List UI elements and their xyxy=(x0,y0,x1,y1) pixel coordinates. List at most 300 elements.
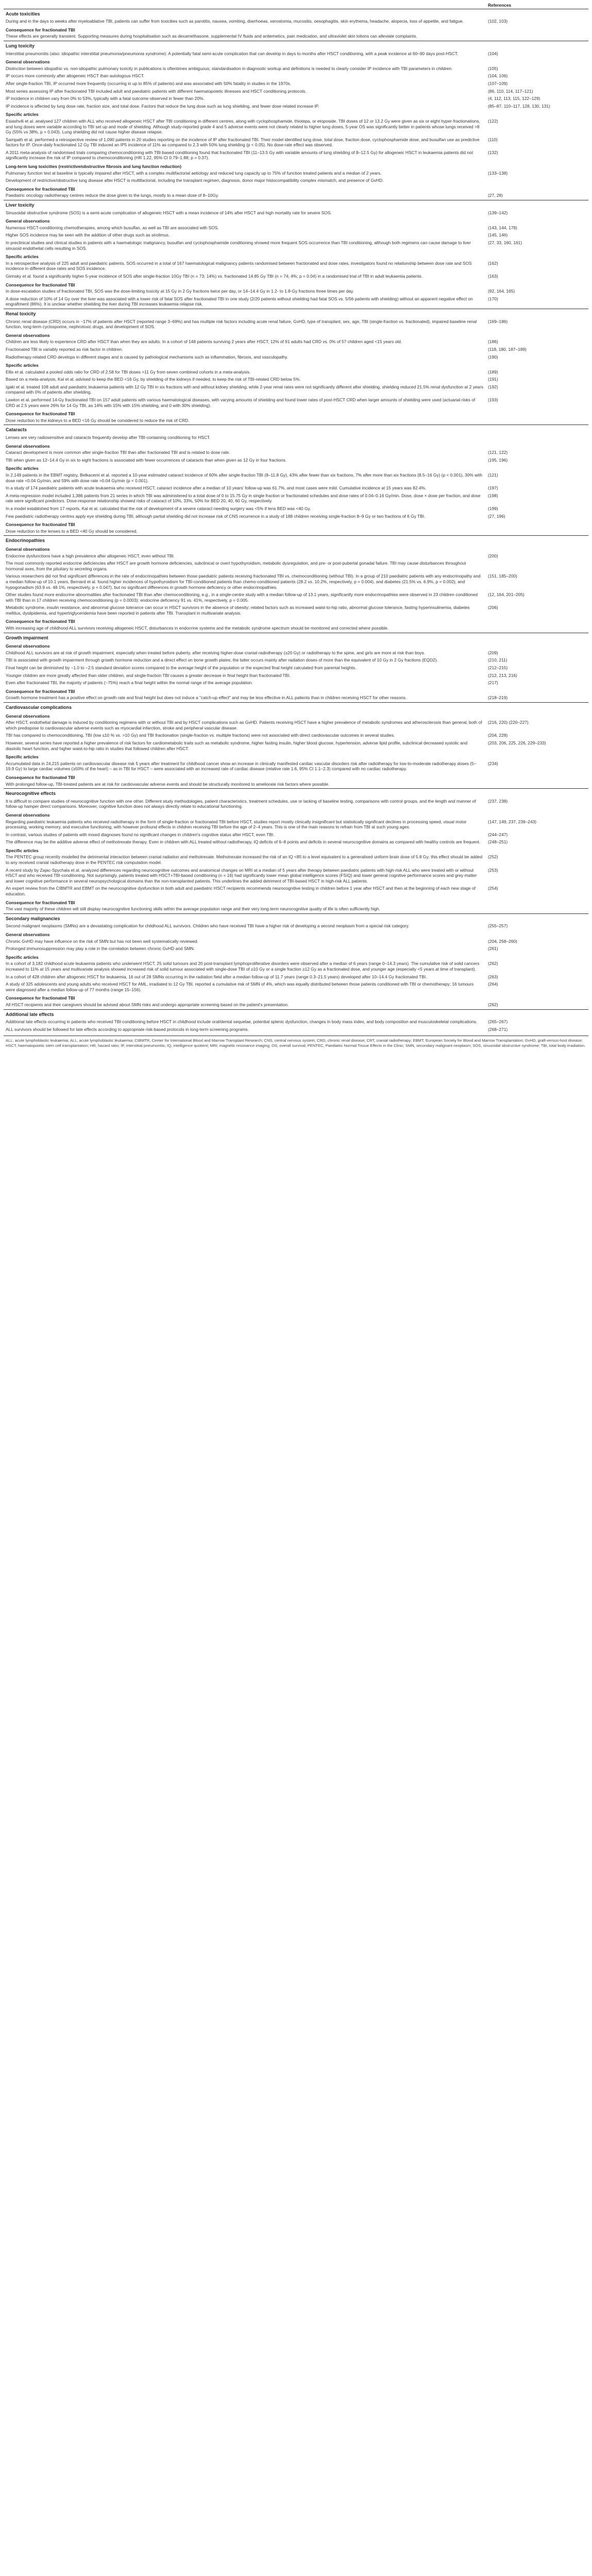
subheading-ref-cell xyxy=(486,331,588,339)
table-row xyxy=(4,260,588,273)
paragraph-text: In a study of 174 paediatric patients with acute leukaemia who received HSCT, cataract incidence after a median of 10 years' follow-up was 61.7%, and most cases were mild. Cumulative incidence at 15 years was 82.4%. xyxy=(6,485,427,491)
paragraph-text: Even after fractionated TBI, the majority of patients (~75%) reach a final height within the normal range of the average population. xyxy=(6,680,253,686)
subheading-text: General observations xyxy=(6,812,50,818)
late-effects-table xyxy=(4,2,588,1033)
subheading-text: Long-term lung toxicities (restrictive/obstructive fibrosis and lung function reduction) xyxy=(6,164,182,170)
reference-cell: (190) xyxy=(488,354,498,360)
subheading-row xyxy=(4,361,588,369)
table-row xyxy=(4,472,588,485)
paragraph-text: Additional late effects occurring in patients who received TBI-conditioning before HSCT in childhood include oral/dental sequelae, potential splenic dysfunction, changes in body mass index, and body composition and musculoskeletal complications. xyxy=(6,1019,478,1025)
section-title: Cardiovascular complications xyxy=(4,703,486,712)
table-row xyxy=(4,369,588,377)
subheading-row xyxy=(4,26,588,33)
section-title-ref-cell xyxy=(486,9,588,18)
subheading-text: General observations xyxy=(6,713,50,719)
subheading-row xyxy=(4,617,588,625)
table-row xyxy=(4,177,588,185)
table-row xyxy=(4,672,588,680)
subheading-row xyxy=(4,331,588,339)
paragraph-text: With prolonged follow-up, TBI-treated patients are at risk for cardiovascular adverse events and should be structurally monitored to ameliorate risk factors where possible. xyxy=(6,781,330,787)
table-row xyxy=(4,210,588,217)
paragraph-text: A meta-regression model included 1,386 patients from 21 series in which TBI was administered to a total dose of 0 to 15.75 Gy in single fraction or fractionated schedules and dose rates of 0.04–0.16 Gy/min. Dose, dose × dose per fraction, and dose rate were significant predictors. Dose-response relationship showed risks of cataract of 10%, 33%, 50% for BED 20, 40, 60 Gy, respectively. xyxy=(6,493,481,504)
subheading-row xyxy=(4,110,588,118)
table-row xyxy=(4,346,588,354)
reference-cell xyxy=(486,177,588,185)
table-body xyxy=(4,9,588,1033)
reference-cell: (192) xyxy=(488,384,498,389)
subheading-text: General observations xyxy=(6,932,50,937)
reference-cell: (262) xyxy=(488,961,498,967)
paragraph-text: Distinction between idiopathic vs. non-idiopathic pulmonary toxicity in publications is oftentimes ambiguous; standardisation in diagnostic workup and definitions is needed to clearly consider IP incidence with TBI parameters in children. xyxy=(6,65,453,71)
reference-cell: (203, 206, 225, 226, 229–233) xyxy=(488,740,546,745)
reference-cell: (133–138) xyxy=(488,170,508,176)
table-row xyxy=(4,854,588,867)
reference-cell: (151, 185–200) xyxy=(488,573,517,579)
paragraph-text: During and in the days to weeks after myeloablative TBI, patients can suffer from toxicities such as parotitis, nausea, vomiting, diarrhoeas, xerostomia, mucositis, oesophagitis, skin erythema, headache, alopecia, loss of appetite, and fatigue. xyxy=(6,19,464,24)
section-title: Liver toxicity xyxy=(4,200,486,210)
section-title-ref-cell xyxy=(486,309,588,318)
table-row xyxy=(4,65,588,73)
reference-cell: (248–251) xyxy=(488,839,508,845)
paragraph-text: In 2,149 patients in the EBMT registry, Belkacemi et al. reported a 10-year estimated cataract incidence of 60% after single-fraction TBI (8–11.8 Gy), 43% after fewer than six fractions, 7% after more than six fractions (8.5–16 Gy) (p < 0.001), 30% with dose rate <0.04 Gy/min, and 59% with dose rate >0.04 Gy/min (p < 0.001). xyxy=(6,472,483,483)
reference-cell xyxy=(486,906,588,913)
section-heading-row xyxy=(4,913,588,923)
section-heading-row xyxy=(4,425,588,434)
subheading-text: Specific articles xyxy=(6,466,39,471)
subheading-text: Consequence for fractionated TBI xyxy=(6,774,75,780)
reference-cell: (212–215) xyxy=(488,665,508,671)
reference-cell: (234) xyxy=(488,760,498,766)
table-row xyxy=(4,376,588,384)
table-row xyxy=(4,80,588,88)
table-row xyxy=(4,981,588,994)
subheading-ref-cell xyxy=(486,930,588,938)
reference-cell: (261) xyxy=(488,946,498,952)
header-references: References xyxy=(488,3,512,8)
table-row xyxy=(4,657,588,665)
table-header-row xyxy=(4,2,588,9)
paragraph-text: Final height can be diminished by −1.0 to −2.5 standard deviation scores compared to the average height of the population or the expected final height calculated from parental heights. xyxy=(6,665,357,671)
reference-cell: (255–257) xyxy=(488,923,508,929)
table-row xyxy=(4,960,588,973)
paragraph-text: Chronic renal disease (CRD) occurs in ~17% of patients after HSCT (reported range 3–69%) and has multiple risk factors including acute renal failure, GvHD, type of transplant, sex, age, TBI (single-fraction vs. fractionated), impaired baseline renal function, long-term cyclosporine, nephrotoxic drugs, and development of SOS. xyxy=(6,318,477,330)
subheading-text: General observations xyxy=(6,643,50,649)
table-row xyxy=(4,867,588,886)
paragraph-text: Radiotherapy-related CRD develops in different stages and is caused by pathological mechanisms such as inflammation, fibrosis, and vasculopathy. xyxy=(6,354,289,360)
paragraph-text: Childhood ALL survivors are at risk of growth impairment, especially when treated before puberty, after receiving higher-dose cranial radiotherapy (≥20 Gy) or radiotherapy to the spine, and girls are more at risk than boys. xyxy=(6,650,426,655)
section-heading-row xyxy=(4,703,588,712)
table-row xyxy=(4,296,588,309)
reference-cell: (206) xyxy=(488,605,498,611)
subheading-ref-cell xyxy=(486,281,588,289)
section-title: Growth impairment xyxy=(4,633,486,642)
reference-cell: (132) xyxy=(488,149,498,155)
paragraph-text: It is difficult to compare studies of neurocognitive function with one other. Different study methodologies, patient characteristics, treatment schedules, use or lacking of baseline testing, comparisons with control groups, and the length and manner of follow-up hamper direct comparisons. Moreover, cognitive function does not always directly relate to educational functioning. xyxy=(6,798,476,809)
table-row xyxy=(4,945,588,953)
paragraph-text: However, several series have reported a higher prevalence of risk factors for cardiometabolic traits such as metabolic syndrome, higher fasting insulin, higher blood glucose, hypertension, adverse lipid profile, subclinical decreased systolic and diastolic heart function, and higher waist-to-hip ratio in studies that followed children after HSCT. xyxy=(6,740,468,751)
section-title-ref-cell xyxy=(486,633,588,642)
reference-cell: (104) xyxy=(488,50,498,56)
paragraph-text: Endocrine dysfunctions have a high prevalence after allogeneic HSCT, even without TBI. xyxy=(6,553,175,558)
section-title: Additional late effects xyxy=(4,1009,486,1019)
table-row xyxy=(4,397,588,410)
table-row xyxy=(4,719,588,732)
subheading-text: Specific articles xyxy=(6,848,39,853)
table-row xyxy=(4,680,588,687)
subheading-row xyxy=(4,994,588,1002)
subheading-row xyxy=(4,162,588,170)
reference-cell xyxy=(486,33,588,41)
subheading-text: General observations xyxy=(6,59,50,65)
subheading-text: Specific articles xyxy=(6,112,39,117)
reference-cell: (237, 238) xyxy=(488,798,508,804)
table-row xyxy=(4,18,588,26)
reference-cell xyxy=(486,560,588,573)
subheading-text: Consequence for fractionated TBI xyxy=(6,619,75,624)
table-row xyxy=(4,1026,588,1034)
table-row xyxy=(4,493,588,505)
table-row xyxy=(4,885,588,898)
paragraph-text: The most commonly reported endocrine deficiencies after HSCT are growth hormone deficiencies, subclinical or overt hypothyroidism, metabolic dysregulation, and pre- or post-pubertal gonadal failure. TBI may cause disturbances throughout hormonal axes, from the pituitary to secreting organs. xyxy=(6,561,466,571)
reference-cell: (197) xyxy=(488,485,498,491)
reference-cell: (200) xyxy=(488,553,498,558)
subheading-row xyxy=(4,753,588,760)
subheading-row xyxy=(4,773,588,781)
table-row xyxy=(4,50,588,58)
reference-cell: (186) xyxy=(488,339,498,345)
table-row xyxy=(4,760,588,773)
paragraph-text: Second malignant neoplasms (SMNs) are a devastating complication for childhood ALL survivors. Children who have received TBI have a higher risk of developing a second neoplasm from a special risk category. xyxy=(6,923,410,929)
paragraph-text: All HSCT recipients and their caregivers should be advised about SMN risks and undergo appropriate screening based on the patient's presentation. xyxy=(6,1002,289,1007)
section-heading-row xyxy=(4,41,588,50)
paragraph-text: Regarding paediatric leukaemia patients who received radiotherapy in the form of single-fraction or fractionated TBI before HSCT, studies report mostly clinically insignificant but statistically significant declines in processing speed, visual motor processing, working memory, and executive functioning, with however profound effects in children receiving TBI before the age of 2–4 years. This is one of the main reasons to refrain from TBI at such young ages. xyxy=(6,819,467,830)
section-heading-row xyxy=(4,633,588,642)
paragraph-text: Children are less likely to experience CRD after HSCT than when they are adults. In a cohort of 148 patients surviving 2 years after HSCT, 12% of 91 adults had CRD vs. 0% of 57 children aged <15 years old. xyxy=(6,339,402,345)
section-title: Neurocognitive effects xyxy=(4,789,486,798)
paragraph-text: A study of 325 adolescents and young adults who received HSCT for AML, irradiated to 12 Gy TBI, reported a cumulative risk of SMN of 4%, which was equally distributed between those patients conditioned with TBI or chemotherapy; 16 tumours were diagnosed after a median follow-up of 77 months (range 15–156). xyxy=(6,981,474,992)
subheading-text: Consequence for fractionated TBI xyxy=(6,411,75,417)
paragraph-text: IP incidence in children vary from 0% to 53%, typically with a fatal outcome observed in fewer than 20%. xyxy=(6,96,205,101)
subheading-ref-cell xyxy=(486,753,588,760)
section-title-ref-cell xyxy=(486,200,588,210)
table-row xyxy=(4,923,588,930)
paragraph-text: TBI when given as 12–14.4 Gy in six to eight fractions is associated with fewer occurrences of cataracts than when given as 12 Gy in four fractions. xyxy=(6,457,287,463)
reference-cell: (118, 180, 187–189) xyxy=(488,346,527,352)
reference-cell xyxy=(486,434,588,442)
table-row xyxy=(4,832,588,839)
paragraph-text: After single-fraction TBI, IP occurred more frequently (occurring in up to 85% of patients) and was associated with 50% fatality in studies in the 1970s. xyxy=(6,80,292,86)
reference-cell xyxy=(486,781,588,789)
header-blank xyxy=(4,2,486,9)
paragraph-text: Girinsky et al. found a significantly higher 5-year incidence of SOS after single-fraction 10Gy TBI (n = 73; 14%) vs. fractionated 14.85 Gy TBI (n = 74; 4%; p = 0.04) in a randomised trial of TBI in adult leukaemia patients. xyxy=(6,273,423,279)
paragraph-text: Development of restrictive/obstructive lung disease after HSCT is multifactorial, including the transplant regimen, diagnosis, donor major histocompatibility complex mismatch, and presence of GvHD. xyxy=(6,178,384,183)
reference-cell: (110) xyxy=(488,137,498,142)
subheading-row xyxy=(4,899,588,906)
section-title-ref-cell xyxy=(486,789,588,798)
table-row xyxy=(4,528,588,536)
reference-cell: (210, 211) xyxy=(488,657,508,663)
paragraph-text: Lawton et al. performed 14-Gy fractionated TBI on 157 adult patients with various haematological diseases, with varying amounts of shielding and found lower rates of post-HSCT CRD when larger amounts of shielding were used (actuarial risks of CRD at 2.5 years were 26% for 14 Gy TBI, as 14% with 15% with 15% shielding, and 0 with 30% shielding). xyxy=(6,397,476,408)
subheading-text: Specific articles xyxy=(6,954,39,960)
reference-cell: (12, 164, 201–205) xyxy=(488,592,525,598)
reference-cell: (107–109) xyxy=(488,80,508,86)
table-row xyxy=(4,938,588,946)
table-row xyxy=(4,354,588,362)
subheading-ref-cell xyxy=(486,642,588,650)
paragraph-text: These effects are generally transient. Supporting measures during hospitalisation such as dexamethasone, supplemental IV fluids and antiemetics, pain medication, and ultraviolet skin lotions can alleviate complaints. xyxy=(6,33,417,39)
section-heading-row xyxy=(4,9,588,18)
subheading-row xyxy=(4,545,588,553)
paragraph-text: Other studies found more endocrine abnormalities after fractionated TBI than after chemoconditioning, e.g., in a single-centre study with a median follow-up of 13.1 years, significantly more endocrinopathies were observed in 23 children conditioned with TBI than in 17 children receiving chemoconditioning (p = 0.0003): endocrine deficiency 91 vs. 41%, respectively, p = 0.005. xyxy=(6,592,478,603)
subheading-text: Consequence for fractionated TBI xyxy=(6,522,75,528)
table-row xyxy=(4,560,588,573)
paragraph-text: The vast majority of these children will still display neurocognitive functioning skills within the average population range and their very long-term neurocognitive quality of life is often sufficiently high. xyxy=(6,906,380,912)
table-row xyxy=(4,434,588,442)
paragraph-text: A recent study by Zajac-Spychala et al. analyzed differences regarding neurocognitive outcomes and anatomical changes on MRI at a median of 5 years after therapy between paediatric patients with high-risk ALL who were treated with or without HSCT and who received TBI-conditioning. Not surprisingly, patients treated with HSCT+TBI-based conditioning (n = 16) had significantly lower mean global intelligence scores (FSIQ) and lower general cognitive performance scores and grey matter and lower cognitive performance in several neuropsychological domains than the non-transplanted patients. This underlines the added detriment of TBI-based HSCT in high-risk ALL patients. xyxy=(6,867,477,884)
reference-cell: (263) xyxy=(488,974,498,979)
subheading-text: Specific articles xyxy=(6,363,39,368)
paragraph-text: Pulmonary function test at baseline is typically impaired after HSCT, with a complex multifactorial aetiology and reduced lung capacity up to 75% of function treated patients and a median of 2 years. xyxy=(6,170,382,176)
table-row xyxy=(4,650,588,657)
paragraph-text: Ellis et al. calculated a pooled odds ratio for CRD of 2.58 for TBI doses >11 Gy from seven combined cohorts in a meta-analysis. xyxy=(6,369,251,375)
reference-cell: (169–186) xyxy=(488,318,508,324)
subheading-text: Consequence for fractionated TBI xyxy=(6,27,75,32)
table-row xyxy=(4,457,588,465)
reference-cell: (209) xyxy=(488,650,498,655)
paragraph-text: Growth hormone treatment has a positive effect on growth rate and final height but does not induce a "catch-up effect" and may be less effective in ALL patients than in children receiving HSCT for other reasons. xyxy=(6,695,407,701)
table-row xyxy=(4,137,588,149)
reference-cell: (218–219) xyxy=(488,695,508,701)
subheading-ref-cell xyxy=(486,185,588,193)
paragraph-text: In preclinical studies and clinical studies in patients with a haematologic malignancy, busulfan and cyclophosphamide conditioning showed more frequent SOS occurrence than TBI conditioning, although both regimens can cause damage to liver sinusoid endothelial cells resulting in SOS. xyxy=(6,240,471,251)
subheading-row xyxy=(4,846,588,854)
reference-cell: (27, 33, 160, 161) xyxy=(488,240,522,245)
paragraph-text: Accumulated data in 24,215 patients on cardiovascular disease risk 5 years after treatment for childhood cancer show an increase in clinically manifested cardiac vascular disorders risk after radiotherapy for low-to-moderate radiotherapy doses (5–19.9 Gy) to large cardiac volumes (≥50% of the heart) – as in TBI for HSCT – were associated with an increased rate of cardiac disease (relative rate 1.6, 95% CI 1.1–2.3) compared with no cardiac radiotherapy. xyxy=(6,760,477,772)
paragraph-text: Interstitial pneumonitis (also: idiopathic interstitial pneumonia/pneumonia syndrome): A potentially fatal semi-acute complication that can develop in days to months after HSCT conditioning, with a peak incidence at 60–90 days post-HSCT. xyxy=(6,50,459,56)
paragraph-text: Higher SOS incidence may be seen with the addition of other drugs such as sirolimus. xyxy=(6,232,170,238)
table-row xyxy=(4,384,588,397)
section-heading-row xyxy=(4,1009,588,1019)
reference-cell: (216, 220) (220–227) xyxy=(488,720,529,725)
reference-cell: (122) xyxy=(488,118,498,124)
table-row xyxy=(4,170,588,178)
table-row xyxy=(4,73,588,80)
table-row xyxy=(4,732,588,740)
paragraph-text: Younger children are more greatly affected than older children, and single-fraction TBI causes a greater decrease in final height than fractionated TBI. xyxy=(6,672,291,678)
subheading-text: Consequence for fractionated TBI xyxy=(6,995,75,1001)
subheading-row xyxy=(4,410,588,417)
table-row xyxy=(4,33,588,41)
paragraph-text: In a retrospective analysis of 225 adult and paediatric patients, SOS occurred in a total of 167 haematological malignancy patients randomised between fractionated and dose rates, investigators found no relationship between dose rate and SOS incidence in different dose rates and SOS incidence. xyxy=(6,260,472,272)
reference-cell: (104, 106) xyxy=(488,73,508,79)
section-title-ref-cell xyxy=(486,1009,588,1019)
table-row xyxy=(4,118,588,137)
table-row xyxy=(4,1019,588,1026)
subheading-text: Consequence for fractionated TBI xyxy=(6,282,75,287)
reference-cell: (85–87, 110–117, 128, 130, 131) xyxy=(488,103,550,109)
table-footnote: ALL, acute lymphoblastic leukaemia; ALL, acute lymphoblastic leukaemia; CIBMTR, Center for International Blood and Marrow Transplant Research; CNS, central nervous system; CRD, chronic renal disease; CRT, cranial radiotherapy; EBMT, European Society for Blood and Marrow Transplantation; GvHD, graft-versus-host disease; HSCT, haematopoietic stem cell transplantation; HR, hazard ratio; IP, interstitial pneumonitis; IQ, intelligence quotient; MRI, magnetic resonance imaging; OS, overall survival; PENTEC, Paediatric Normal Tissue Effects in the Clinic; SMN, secondary malignant neoplasm; SOS, sinusoidal obstructive syndrome; TBI, total body irradiation. xyxy=(4,1036,588,1052)
reference-cell: (139–142) xyxy=(488,210,508,215)
reference-cell: (252) xyxy=(488,854,498,860)
subheading-text: General observations xyxy=(6,332,50,338)
reference-cell: (121) xyxy=(488,472,498,478)
subheading-ref-cell xyxy=(486,811,588,819)
paragraph-text: In a cohort of 428 children after allogeneic HSCT for leukaemia, 16 out of 28 SMNs occurring in the radiation field after a median follow-up of 11.7 years (range 0.3–21.5 years) developed after 10–14.4 Gy fractionated TBI. xyxy=(6,974,427,979)
subheading-row xyxy=(4,642,588,650)
section-title: Renal toxicity xyxy=(4,309,486,318)
table-row xyxy=(4,318,588,331)
table-row xyxy=(4,1002,588,1009)
table-row xyxy=(4,505,588,513)
reference-cell: (244–247) xyxy=(488,832,508,837)
reference-cell: (27, 196) xyxy=(488,513,505,519)
reference-cell: (193) xyxy=(488,397,498,403)
reference-cell: (4, 112, 113, 115, 122–129) xyxy=(488,96,540,101)
reference-cell: (204, 228) xyxy=(488,733,508,738)
table-row xyxy=(4,798,588,811)
reference-cell: (105) xyxy=(488,65,498,71)
section-title-ref-cell xyxy=(486,536,588,545)
subheading-text: General observations xyxy=(6,218,50,224)
subheading-ref-cell xyxy=(486,410,588,417)
section-title: Endocrinopathies xyxy=(4,536,486,545)
subheading-row xyxy=(4,953,588,961)
reference-cell: (121, 122) xyxy=(488,450,508,455)
subheading-row xyxy=(4,712,588,720)
subheading-ref-cell xyxy=(486,464,588,472)
subheading-row xyxy=(4,930,588,938)
subheading-ref-cell xyxy=(486,217,588,225)
reference-cell: (198) xyxy=(488,493,498,498)
table-row xyxy=(4,839,588,846)
subheading-row xyxy=(4,687,588,695)
paragraph-text: A 2011 meta-analysis of randomised trials comparing chemoconditioning with TBI-based conditioning found that fractionated TBI (11–13.5 Gy with variable amounts of lung shielding of 8–12.5 Gy) for allogeneic HSCT in leukaemia patients did not significantly increase the risk of IP compared to chemoconditioning (HR 1.22, 95% CI 0.79–1.88; p = 0.37). xyxy=(6,149,473,161)
table-row xyxy=(4,288,588,296)
paragraph-text: The difference may be the additive adverse effect of methotrexate therapy. Even in children with ALL treated without radiotherapy, IQ deficits of 6–8 points and deficits in several neurocognitive domains as compared with healthy controls are frequent. xyxy=(6,839,481,845)
paragraph-text: Fractionated TBI is variably reported as risk factor in children. xyxy=(6,346,123,352)
table-row xyxy=(4,103,588,111)
paragraph-text: IP incidence is affected by lung dose rate, fraction size, and total dose. Factors that reduce the lung dose such as lung shielding, and fewer dose related increase IP. xyxy=(6,103,319,109)
paragraph-text: TBI has compared to chemoconditioning, TBI (low ≤10 % vs. >10 Gy) and TBI fractionation (single-fraction vs. multiple fractions) were not associated with direct cardiovascular outcomes in several studies. xyxy=(6,733,395,738)
reference-cell: (265–267) xyxy=(488,1019,508,1025)
subheading-ref-cell xyxy=(486,899,588,906)
reference-cell: (199) xyxy=(488,505,498,511)
subheading-ref-cell xyxy=(486,953,588,961)
reference-cell: (254) xyxy=(488,886,498,891)
paragraph-text: Igaki et al. treated 108 adult and paediatric leukaemia patients with 12 Gy TBI in six fractions with and without kidney shielding; while 2-year renal rates were not significantly different after shielding, shielding reduced 21.5% renal dysfunction at 2 years compared with 0% of patients after shielding. xyxy=(6,384,484,395)
section-heading-row xyxy=(4,789,588,798)
table-row xyxy=(4,513,588,521)
table-row xyxy=(4,740,588,753)
subheading-row xyxy=(4,811,588,819)
subheading-ref-cell xyxy=(486,712,588,720)
subheading-row xyxy=(4,464,588,472)
subheading-text: Consequence for fractionated TBI xyxy=(6,900,75,905)
subheading-text: General observations xyxy=(6,546,50,552)
subheading-ref-cell xyxy=(486,361,588,369)
paragraph-text: In a cohort of 3,182 childhood acute leukaemia patients who underwent HSCT, 25 solid tumours and 20 post-transplant lymphoproliferative disorders were observed after a median of 6 years (range 0–14.3 years). The cumulative risk of solid cancers increased to 11% at 15 years and multivariate analysis showed increased risk of solid tumour associated with single-dose TBI of ≥10 Gy or a single fraction ≥12 Gy as a fractionated dose, and younger age (especially <5 years at time of transplant). xyxy=(6,961,480,972)
table-row xyxy=(4,553,588,561)
reference-cell: (27, 28) xyxy=(488,193,503,198)
section-title-ref-cell xyxy=(486,913,588,923)
paragraph-text: An expert review from the CIBMTR and EBMT on the neurocognitive dysfunction in both adult and paediatric HSCT recipients recommends neurocognitive testing in children before 1 year after HSCT and then at the beginning of each new stage of education. xyxy=(6,886,476,897)
subheading-row xyxy=(4,58,588,65)
paragraph-text: In contrast, various studies of patients with mixed diagnoses found no significant changes in children's cognitive status after HSCT, even TBI. xyxy=(6,832,275,837)
subheading-text: General observations xyxy=(6,443,50,449)
paragraph-text: Numerous HSCT-conditioning chemotherapies, among which busulfan, as well as TBI are associated with SOS. xyxy=(6,225,219,230)
reference-cell: (189) xyxy=(488,369,498,375)
reference-cell: (204, 258–260) xyxy=(488,938,517,944)
table-row xyxy=(4,232,588,240)
reference-cell: (212, 213, 216) xyxy=(488,672,517,678)
table-row xyxy=(4,573,588,591)
reference-cell: (170) xyxy=(488,296,498,301)
subheading-ref-cell xyxy=(486,252,588,260)
document xyxy=(4,0,588,1052)
paragraph-text: IP occurs more commonly after allogeneic HSCT than autologous HSCT. xyxy=(6,73,145,79)
table-row xyxy=(4,225,588,232)
paragraph-text: TBI is associated with growth impairment through growth hormone reduction and a direct effect on bone growth plates; the latter occurs mainly after radiation doses of more than the equivalent of 10 Gy in 2 Gy fractions (EQD2). xyxy=(6,657,438,663)
table-row xyxy=(4,149,588,162)
subheading-row xyxy=(4,442,588,450)
reference-cell: (163) xyxy=(488,273,498,279)
paragraph-text: Paediatric oncology radiotherapy centres reduce the dose given to the lungs, mostly to a mean dose of 8–10Gy. xyxy=(6,193,219,198)
reference-cell: (162) xyxy=(488,260,498,266)
table-row xyxy=(4,665,588,672)
section-heading-row xyxy=(4,309,588,318)
subheading-ref-cell xyxy=(486,846,588,854)
paragraph-text: Lenses are very radiosensitive and cataracts frequently develop after TBI-containing conditioning for HSCT. xyxy=(6,435,211,440)
subheading-text: Specific articles xyxy=(6,254,39,260)
paragraph-text: Based on a meta-analysis, Kal et al. advised to keep the BED <16 Gy, by shielding of the kidneys if needed, to keep the risk of TBI-related CRD below 5%. xyxy=(6,377,301,382)
paragraph-text: Most series assessing IP after fractionated TBI included adult and paediatric patients with different haematopoietic illnesses and HSCT conditioning protocols. xyxy=(6,88,307,94)
subheading-ref-cell xyxy=(486,520,588,528)
table-row xyxy=(4,819,588,832)
subheading-ref-cell xyxy=(486,994,588,1002)
paragraph-text: After HSCT, endothelial damage is induced by conditioning regimens with or without TBI and by HSCT complications such as GvHD. Patients receiving HSCT have a higher prevalence of metabolic syndromes and atherosclerosis than general, both of which predispose to cardiovascular adverse events such as myocardial infarction, stroke and peripheral vascular disease. xyxy=(6,720,482,731)
subheading-row xyxy=(4,252,588,260)
table-row xyxy=(4,604,588,617)
paragraph-text: Prolonged immunosuppression may play a role in the correlation between chronic GvHD and SMN. xyxy=(6,946,195,952)
reference-cell: (147, 149, 237, 239–243) xyxy=(488,819,537,824)
reference-cell: (86, 110, 114, 117–121) xyxy=(488,88,533,94)
reference-cell xyxy=(486,417,588,425)
table-row xyxy=(4,95,588,103)
reference-cell: (102, 103) xyxy=(488,19,508,24)
table-row xyxy=(4,781,588,789)
table-row xyxy=(4,88,588,96)
table-row xyxy=(4,625,588,633)
reference-cell xyxy=(486,625,588,633)
subheading-ref-cell xyxy=(486,442,588,450)
table-row xyxy=(4,417,588,425)
table-row xyxy=(4,906,588,913)
subheading-text: Specific articles xyxy=(6,754,39,760)
reference-cell: (217) xyxy=(488,680,498,686)
paragraph-text: Cataract development is more common after single-fraction TBI than after fractionated TBI and is related to dose rate. xyxy=(6,450,230,455)
paragraph-text: Sinusoidal obstructive syndrome (SOS) is a semi-acute complication of allogeneic HSCT with a mean incidence of 14% after HSCT and high mortality rate for severe SOS. xyxy=(6,210,332,215)
section-heading-row xyxy=(4,536,588,545)
paragraph-text: Dose reduction to the lenses to a BED <40 Gy should be considered. xyxy=(6,528,138,534)
paragraph-text: Various researchers did not find significant differences in the rate of endocrinopathies between those paediatric patients receiving fractionated TBI vs. chemoconditioning (without TBI). In a group of 210 paediatric patients with any endocrinopathy and a median follow-up of 10.1 years, Bernard et al. found higher incidences of hypothyroidism for TBI-conditioned patients than chemo-conditioned patients (28.2 vs. 10.2%, respectively, p = 0.004), and diabetes (21.5% vs. 6.9%, p = 0.002), and hypogonadism (63.9 vs. 48.1%, respectively, p = 0.047), but no significant differences in growth hormone deficiency or other endocrinopathies. xyxy=(6,573,481,590)
paragraph-text: Dose reduction to the kidneys to a BED <16 Gy should be considered to reduce the risk of CRD. xyxy=(6,417,190,423)
subheading-text: Consequence for fractionated TBI xyxy=(6,688,75,694)
subheading-ref-cell xyxy=(486,162,588,170)
section-heading-row xyxy=(4,200,588,210)
reference-cell xyxy=(486,528,588,536)
subheading-ref-cell xyxy=(486,545,588,553)
section-title: Secondary malignancies xyxy=(4,913,486,923)
